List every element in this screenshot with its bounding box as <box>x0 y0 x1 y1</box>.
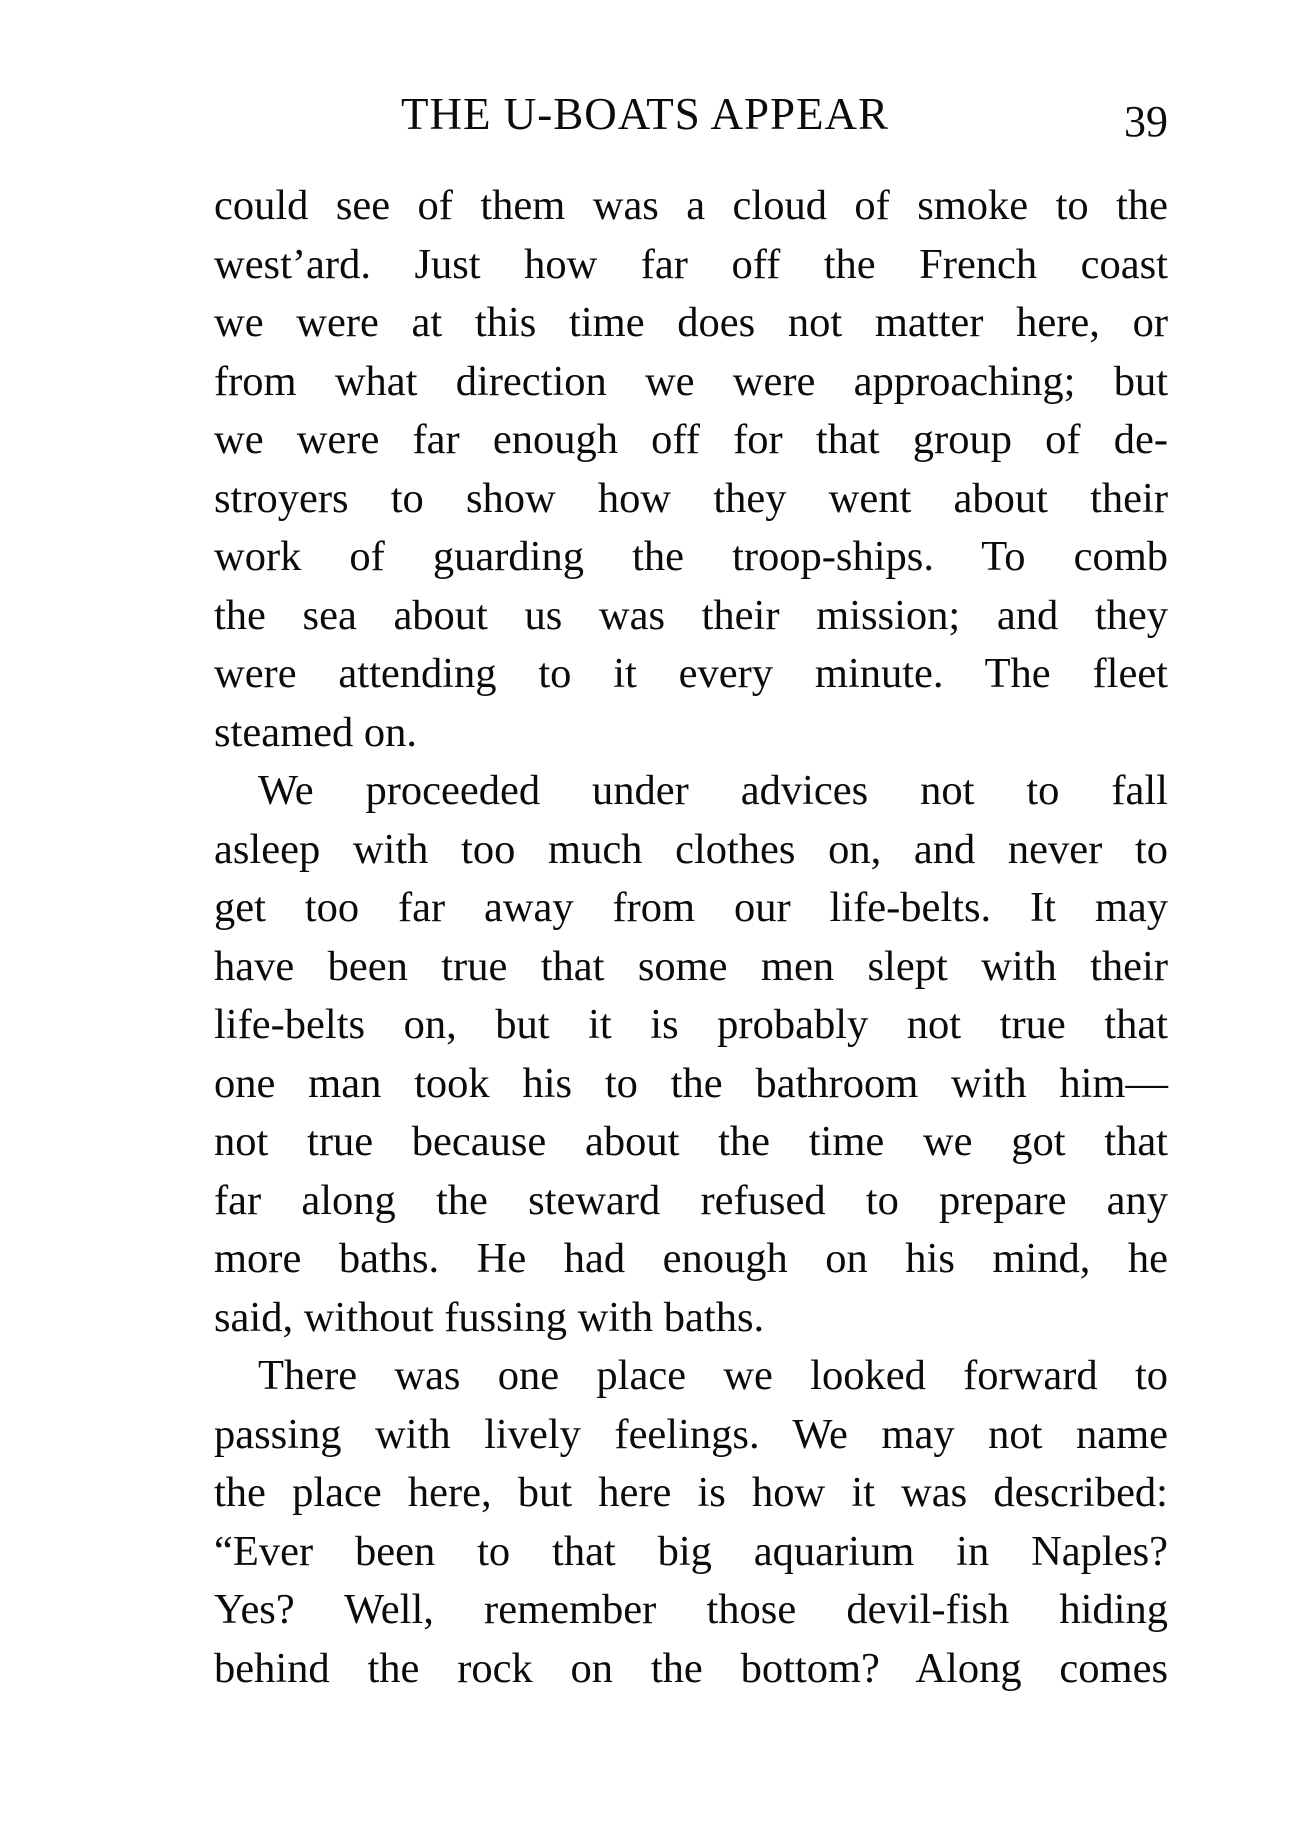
body-text <box>214 177 1168 1698</box>
text-line: from what direction we were approaching; but <box>214 357 1168 405</box>
text-line: life-belts on, but it is probably not true that <box>214 1001 1168 1048</box>
text-line: one man took his to the bathroom with him— <box>214 1059 1168 1107</box>
text-line: steamed on. <box>214 708 417 756</box>
text-line: more baths. He had enough on his mind, he <box>214 1235 1168 1282</box>
text-line: not true because about the time we got that <box>214 1118 1168 1165</box>
text-line: “Ever been to that big aquarium in Naples? <box>214 1527 1168 1575</box>
text-line: west’ard. Just how far off the French coast <box>214 240 1168 288</box>
running-title: THE U-BOATS APPEAR <box>401 89 890 139</box>
text-line: far along the steward refused to prepare any <box>214 1176 1168 1224</box>
text-line: passing with lively feelings. We may not name <box>214 1410 1168 1458</box>
text-line: we were at this time does not matter here, or <box>214 299 1168 346</box>
page-header <box>214 88 1168 158</box>
text-line: Yes? Well, remember those devil-fish hiding <box>214 1586 1168 1633</box>
text-line: the sea about us was their mission; and they <box>214 591 1168 639</box>
text-line: said, without fussing with baths. <box>214 1293 765 1341</box>
text-line: could see of them was a cloud of smoke to the <box>214 182 1168 229</box>
text-line: were attending to it every minute. The fleet <box>214 650 1168 697</box>
text-line: asleep with too much clothes on, and never to <box>214 825 1168 873</box>
text-line: We proceeded under advices not to fall <box>258 767 1168 814</box>
text-line: stroyers to show how they went about their <box>214 474 1168 522</box>
text-line: behind the rock on the bottom? Along comes <box>214 1644 1168 1692</box>
text-line: get too far away from our life-belts. It may <box>214 884 1168 931</box>
text-line: There was one place we looked forward to <box>258 1352 1168 1399</box>
page-number: 39 <box>1124 97 1168 146</box>
text-line: the place here, but here is how it was described: <box>214 1469 1168 1516</box>
text-line: work of guarding the troop-ships. To comb <box>214 533 1168 580</box>
text-line: we were far enough off for that group of de- <box>214 416 1168 463</box>
text-line: have been true that some men slept with their <box>214 942 1168 990</box>
